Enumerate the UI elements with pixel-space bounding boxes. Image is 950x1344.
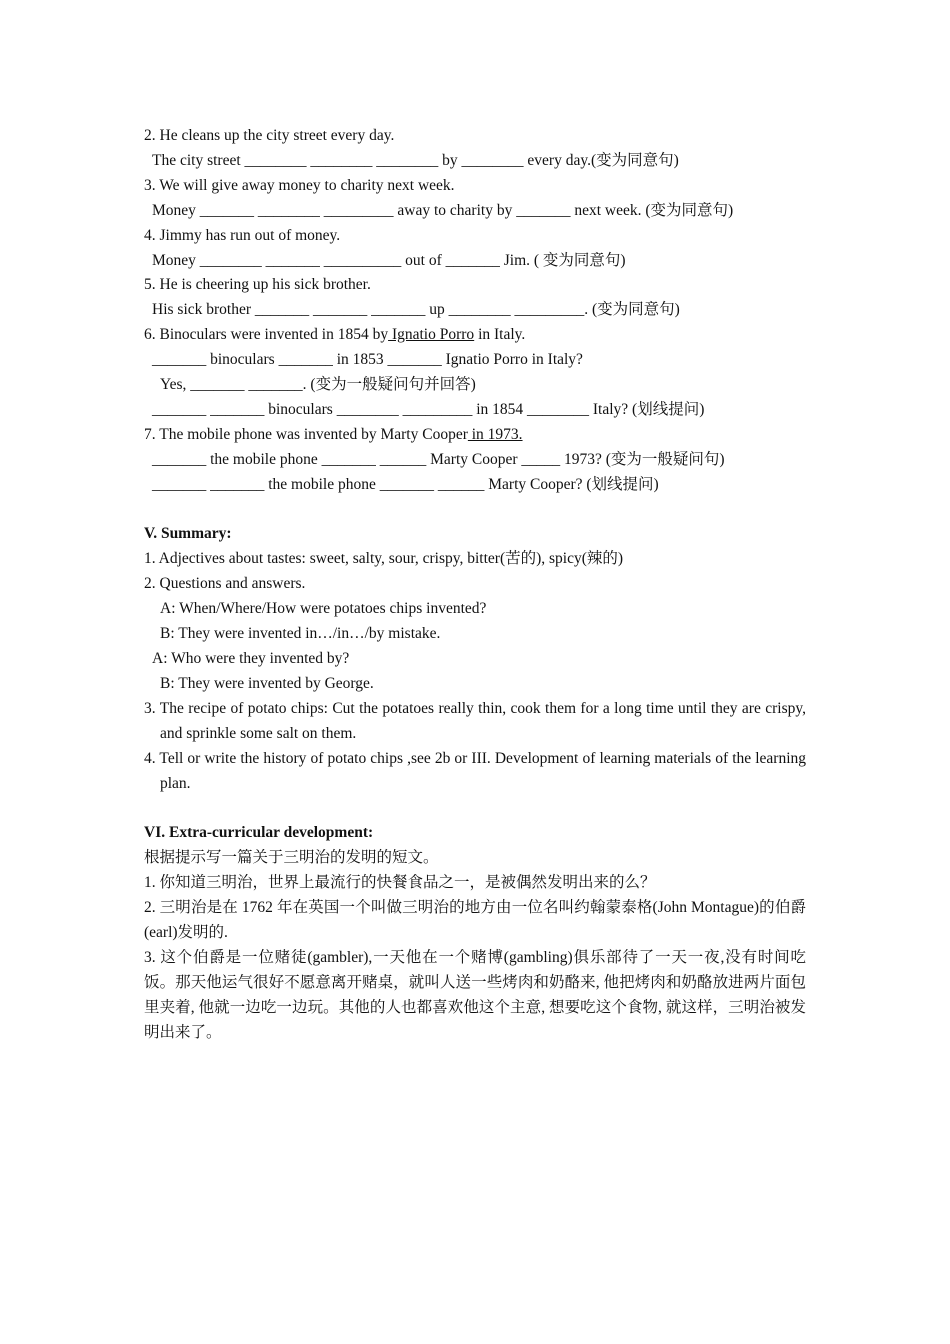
q7-question-line: _______ the mobile phone _______ ______ Marty Cooper _____ 1973? (变为一般疑问句) [152, 450, 725, 468]
summary-qa-2: B: They were invented in…/in…/by mistake. [160, 625, 441, 643]
q7-underlined-phrase: in 1973. [467, 425, 523, 443]
document-page [144, 124, 806, 1046]
q5-blank-line: His sick brother _______ _______ _______ up ________ _________. (变为同意句) [152, 301, 680, 319]
q4-blank-line: Money ________ _______ __________ out of _______ Jim. ( 变为同意句) [152, 251, 626, 269]
q7-text-start: 7. The mobile phone was invented by Marty Cooper [144, 425, 468, 443]
q6-underlined-phrase: Ignatio Porro [388, 326, 475, 344]
extra-intro: 根据提示写一篇关于三明治的发明的短文。 [144, 849, 439, 867]
q2-sentence: 2. He cleans up the city street every day. [144, 127, 395, 144]
q7-wh-question-line: _______ _______ the mobile phone _______ ______ Marty Cooper? (划线提问) [152, 475, 659, 493]
q6-text-start: 6. Binoculars were invented in 1854 by [144, 326, 389, 344]
summary-qa-3: A: Who were they invented by? [152, 650, 350, 668]
summary-item-4: 4. Tell or write the history of potato chips ,see 2b or III. Development of learning materials of the learning plan. [144, 749, 806, 792]
q6-sentence [144, 323, 806, 348]
spacer [144, 498, 806, 523]
q3-sentence: 3. We will give away money to charity next week. [144, 176, 455, 194]
q7-sentence [144, 423, 806, 448]
q3-blank-line: Money _______ ________ _________ away to charity by _______ next week. (变为同意句) [152, 201, 734, 219]
extra-paragraph-2: 2. 三明治是在 1762 年在英国一个叫做三明治的地方由一位名叫约翰蒙泰格(John Montague)的伯爵(earl)发明的. [144, 899, 806, 941]
summary-item-1: 1. Adjectives about tastes: sweet, salty, sour, crispy, bitter(苦的), spicy(辣的) [144, 550, 624, 568]
q6-answer-line: Yes, _______ _______. (变为一般疑问句并回答) [160, 376, 476, 394]
summary-heading: V. Summary: [144, 525, 232, 543]
q6-text-end: in Italy. [474, 326, 526, 344]
q4-sentence: 4. Jimmy has run out of money. [144, 226, 341, 244]
summary-qa-1: A: When/Where/How were potatoes chips invented? [160, 600, 487, 618]
summary-qa-4: B: They were invented by George. [160, 674, 374, 692]
extra-paragraph-3: 3. 这个伯爵是一位赌徒(gambler),一天他在一个赌博(gambling)俱乐部待了一天一夜,没有时间吃饭。那天他运气很好不愿意离开赌桌，就叫人送一些烤肉和奶酪来, 他把烤肉和奶酪放进两片面包里夹着, 他就一边吃一边玩。其他的人也都喜欢他这个主意, 想要吃这个食物, 就这样，三明治被发明出来了。 [144, 948, 806, 1041]
summary-item-3: 3. The recipe of potato chips: Cut the potatoes really thin, cook them for a long time until they are crispy, and sprinkle some salt on them. [144, 699, 806, 742]
extra-paragraph-1: 1. 你知道三明治，世界上最流行的快餐食品之一，是被偶然发明出来的么？ [144, 874, 656, 892]
spacer [144, 796, 806, 821]
q6-wh-question-line: _______ _______ binoculars ________ _________ in 1854 ________ Italy? (划线提问) [152, 400, 705, 418]
extra-heading: VI. Extra-curricular development: [144, 824, 374, 842]
q2-blank-line: The city street ________ ________ ________ by ________ every day.(变为同意句) [152, 151, 679, 169]
q6-question-line: _______ binoculars _______ in 1853 _______ Ignatio Porro in Italy? [152, 351, 583, 369]
summary-item-2: 2. Questions and answers. [144, 575, 306, 593]
q5-sentence: 5. He is cheering up his sick brother. [144, 276, 371, 294]
